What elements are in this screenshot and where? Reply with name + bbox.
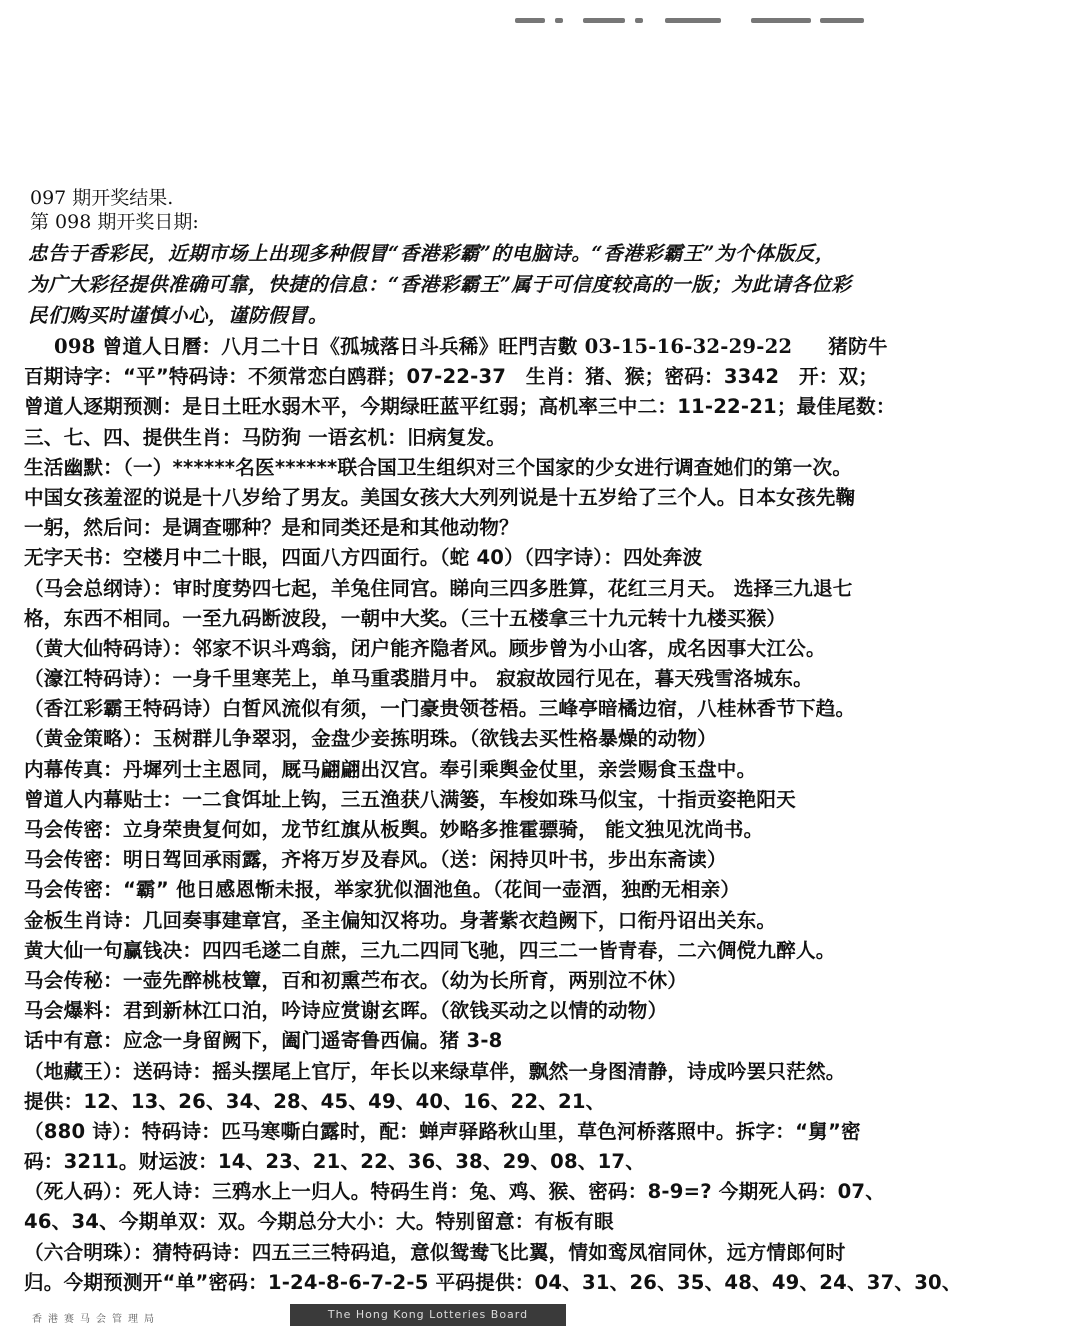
content-line: （地藏王）：送码诗：摇头摆尾上官厅，年长以来绿草伴，飘然一身图清静，诗成吟罢只茫然。 (24, 1059, 846, 1083)
notice-line: 民们购买时谨慎小心，谨防假冒。 (28, 304, 329, 327)
content-line: 百期诗字：“平”特码诗：不须常恋白鸥群；07-22-37 生肖：猪、猴；密码：3342 开：双； (24, 365, 879, 389)
content-line: （880 诗）：特码诗：匹马寒嘶白露时，配：蝉声驿路秋山里，草色河桥落照中。拆字：“舅”密 (24, 1119, 861, 1143)
content-line: （六合明珠）：猜特码诗：四五三三特码追，意似鸳鸯飞比翼，情如鸾凤宿同休，远方情郎何时 (24, 1240, 846, 1264)
content-line: 马会爆料：君到新林江口泊，吟诗应赏谢玄晖。（欲钱买动之以情的动物） (24, 999, 668, 1023)
next-draw-date: 第 098 期开奖日期: (30, 211, 199, 233)
content-line: 马会传秘：一壶先醉桃枝簟，百和初熏苎布衣。（幼为长所育，两别泣不休） (24, 968, 688, 992)
content-line: 话中有意：应念一身留阙下，阖门遥寄鲁西偏。猪 3-8 (24, 1029, 503, 1053)
content-line: 马会传密：“霸” 他日感恩惭未报，举家犹似涸池鱼。（花间一壶酒，独酌无相亲） (24, 878, 741, 902)
content-line: 格，东西不相同。一至九码断波段，一朝中大奖。（三十五楼拿三十九元转十九楼买猴） (24, 606, 787, 630)
content-line: （死人码）：死人诗：三鸦水上一归人。特码生肖：兔、鸡、猴、密码：8-9=? 今期死人码：07、 (24, 1180, 886, 1204)
content-line: （香江彩霸王特码诗）白皙风流似有须，一门豪贵领苍梧。三峰亭暗橘边宿，八桂林香节下趋。 (24, 697, 856, 721)
footer-banner (32, 1304, 542, 1326)
warning-notice (28, 238, 1058, 331)
footer-english-banner: The Hong Kong Lotteries Board (290, 1304, 566, 1326)
content-line: 归。今期预测开“单”密码：1-24-8-6-7-2-5 平码提供：04、31、26、35、48、49、24、37、30、 (24, 1270, 962, 1294)
content-line: 马会传密：明日驾回承雨露，齐将万岁及春风。（送：闲持贝叶书，步出东斋读） (24, 848, 727, 872)
draw-header (30, 186, 199, 234)
content-line: 内幕传真：丹墀列士主恩同，厩马翩翩出汉宫。奉引乘舆金仗里，亲尝赐食玉盘中。 (24, 757, 757, 781)
content-line: 生活幽默：（一）******名医******联合国卫生组织对三个国家的少女进行调查她们的第一次。 (24, 455, 853, 479)
calendar-title (24, 332, 1064, 362)
content-line: （濠江特码诗）：一身千里寒芜上，单马重裘腊月中。 寂寂故园行见在，暮天残雪洛城东。 (24, 667, 813, 691)
content-line: （马会总纲诗）：审时度势四七起，羊兔住同宫。睇向三四多胜算，花红三月天。 选择三九退七 (24, 576, 853, 600)
content-line: 马会传密：立身荣贵复何如，龙节红旗从板舆。妙略多推霍骠骑， 能文独见沈尚书。 (24, 818, 764, 841)
content-line: 曾道人逐期预测：是日土旺水弱木平，今期绿旺蓝平红弱；高机率三中二：11-22-21；最佳尾数： (24, 395, 896, 419)
content-line: （黄大仙特码诗）：邻家不识斗鸡翁，闭户能齐隐者风。顾步曾为小山客，成名因事大江公。 (24, 636, 826, 660)
content-line: 中国女孩羞涩的说是十八岁给了男友。美国女孩大大列列说是十五岁给了三个人。日本女孩先鞠 (24, 485, 856, 509)
footer-org-name: 香港赛马会管理局 (32, 1314, 160, 1325)
notice-line: 为广大彩径提供准确可靠，快捷的信息：“香港彩霸王”属于可信度较高的一版；为此请各位彩 (28, 273, 852, 296)
prediction-content (24, 332, 1064, 1298)
content-line: 金板生肖诗：几回奏事建章宫，圣主偏知汉将功。身著紫衣趋阙下，口衔丹诏出关东。 (24, 908, 777, 932)
scan-top-marks (515, 14, 875, 28)
calendar-title-tail: 猪防牛 (828, 335, 888, 358)
calendar-title-main: 098 曾道人日曆：八月二十日《孤城落日斗兵稀》旺門吉數 03-15-16-32-29-22 (54, 335, 793, 358)
content-line: 46、34、今期单双：双。今期总分大小：大。特别留意：有板有眼 (24, 1210, 614, 1234)
content-line: （黄金策略）：玉树群儿争翠羽，金盘少妾拣明珠。（欲钱去买性格暴燥的动物） (24, 727, 717, 751)
content-line: 码：3211。财运波：14、23、21、22、36、38、29、08、17、 (24, 1150, 646, 1174)
content-line: 一躬，然后问：是调查哪种？是和同类还是和其他动物？ (24, 516, 519, 540)
content-line: 无字天书：空楼月中二十眼，四面八方四面行。（蛇 40）（四字诗）：四处奔波 (24, 546, 703, 570)
content-line: 曾道人内幕贴士：一二食饵址上钩，三五渔获八满篓，车梭如珠马似宝，十指贡姿艳阳天 (24, 787, 796, 811)
content-line: 黄大仙一句赢钱决：四四毛遂二自蔗，三九二四同飞驰，四三二一皆青春，二六倜傥九醉人。 (24, 938, 836, 962)
previous-draw-result: 097 期开奖结果. (30, 187, 174, 209)
content-line: 三、七、四、提供生肖：马防狗 一语玄机：旧病复发。 (24, 425, 507, 449)
content-line: 提供：12、13、26、34、28、45、49、40、16、22、21、 (24, 1089, 606, 1113)
notice-line: 忠告于香彩民，近期市场上出现多种假冒“香港彩霸”的电脑诗。“香港彩霸王”为个体版反， (28, 242, 835, 265)
